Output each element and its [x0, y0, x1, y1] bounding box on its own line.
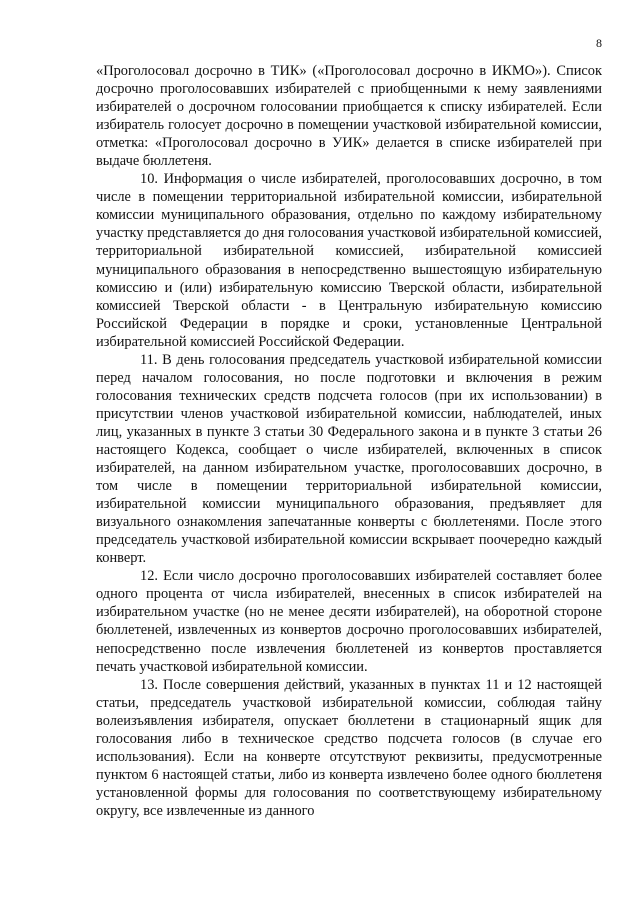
- paragraph-item-11: 11. В день голосования председатель участковой избирательной комиссии перед началом голосования, но после подготовки и включения в режим голосования технических средств подсчета голосов (при их использовании) в присутствии членов участковой избирательной комиссии, наблюдателей, иных лиц, указанных в пункте 3 статьи 30 Федерального закона и в пункте 3 статьи 26 настоящего Кодекса, сообщает о числе избирателей, включенных в список избирателей, на данном избирательном участке, проголосовавших досрочно, в том числе в помещении территориальной избирательной комиссии, избирательной комиссии муниципального образования, предъявляет для визуального ознакомления запечатанные конверты с бюллетенями. После этого председатель участковой избирательной комиссии вскрывает поочередно каждый конверт.: [96, 351, 602, 567]
- paragraph-item-10: 10. Информация о числе избирателей, проголосовавших досрочно, в том числе в помещении территориальной избирательной комиссии, избирательной комиссии муниципального образования, отдельно по каждому избирательному участку представляется до дня голосования участковой избирательной комиссией, территориальной избирательной комиссией, избирательной комиссией муниципального образования в непосредственно вышестоящую избирательную комиссию и (или) избирательную комиссию Тверской области, избирательной комиссией Тверской области - в Центральную избирательную комиссию Российской Федерации в порядке и сроки, установленные Центральной избирательной комиссией Российской Федерации.: [96, 171, 602, 350]
- paragraph-item-13: 13. После совершения действий, указанных в пунктах 11 и 12 настоящей статьи, председатель участковой избирательной комиссии, соблюдая тайну волеизъявления избирателя, опускает бюллетени в стационарный ящик для голосования либо в техническое средство подсчета голосов (в случае его использования). Если на конверте отсутствуют реквизиты, предусмотренные пунктом 6 настоящей статьи, либо из конверта извлечено более одного бюллетеня установленной формы для голосования по соответствующему избирательному округу, все извлеченные из данного: [96, 676, 602, 819]
- paragraph-continuation: «Проголосовал досрочно в ТИК» («Проголосовал досрочно в ИКМО»). Список досрочно проголосовавших избирателей с приобщенными к нему заявлениями избирателей о досрочном голосовании приобщается к списку избирателей. Если избиратель голосует досрочно в помещении участковой избирательной комиссии, отметка: «Проголосовал досрочно в УИК» делается в списке избирателей при выдаче бюллетеня.: [96, 63, 602, 170]
- paragraph-item-12: 12. Если число досрочно проголосовавших избирателей составляет более одного процента от числа избирателей, внесенных в список избирателей на избирательном участке (но не менее десяти избирателей), на оборотной стороне бюллетеней, извлеченных из конвертов досрочно проголосовавших избирателей, непосредственно после извлечения бюллетеней из конвертов проставляется печать участковой избирательной комиссии.: [96, 568, 602, 675]
- document-body: [96, 62, 602, 820]
- page-number: 8: [596, 36, 602, 50]
